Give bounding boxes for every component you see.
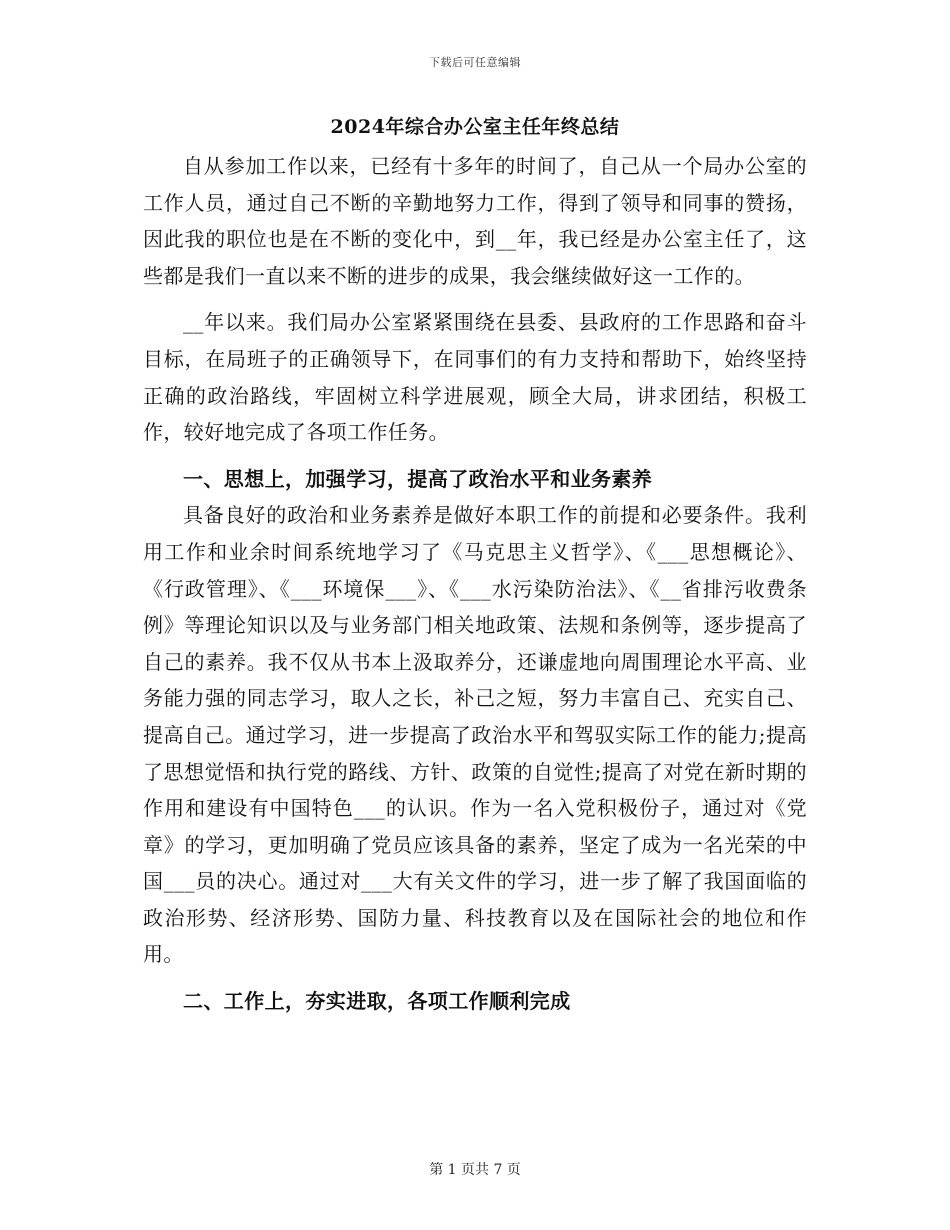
section-2-heading: 二、工作上，夯实进取，各项工作顺利完成 (183, 989, 571, 1014)
download-note: 下载后可任意编辑 (429, 56, 521, 69)
document-title: 2024年综合办公室主任年终总结 (330, 116, 620, 138)
page-number: 第 1 页共 7 页 (429, 1162, 521, 1178)
section-1-heading: 一、思想上，加强学习，提高了政治水平和业务素养 (183, 466, 653, 491)
summary-paragraph: __年以来。我们局办公室紧紧围绕在县委、县政府的工作思路和奋斗目标，在局班子的正确领导下，在同事们的有力支持和帮助下，始终坚持正确的政治路线，牢固树立科学进展观，顾全大局，讲求团结，积极工作，较好地完成了各项工作任务。 (143, 310, 807, 445)
document-body (143, 112, 807, 1020)
section-1-paragraph: 具备良好的政治和业务素养是做好本职工作的前提和必要条件。我利用工作和业余时间系统地学习了《马克思主义哲学》、《___思想概论》、《行政管理》、《___环境保___》、《___水污染防治法》、《__省排污收费条例》等理论知识以及与业务部门相关地政策、法规和条例等，逐步提高了自己的素养。我不仅从书本上汲取养分，还谦虚地向周围理论水平高、业务能力强的同志学习，取人之长，补己之短，努力丰富自己、充实自己、提高自己。通过学习，进一步提高了政治水平和驾驭实际工作的能力;提高了思想觉悟和执行党的路线、方针、政策的自觉性;提高了对党在新时期的作用和建设有中国特色___的认识。作为一名入党积极份子，通过对《党章》的学习，更加明确了党员应该具备的素养，坚定了成为一名光荣的中国___员的决心。通过对___大有关文件的学习，进一步了解了我国面临的政治形势、经济形势、国防力量、科技教育以及在国际社会的地位和作用。 (143, 503, 807, 967)
intro-paragraph: 自从参加工作以来，已经有十多年的时间了，自己从一个局办公室的工作人员，通过自己不断的辛勤地努力工作，得到了领导和同事的赞扬，因此我的职位也是在不断的变化中，到__年，我已经是办公室主任了，这些都是我们一直以来不断的进步的成果，我会继续做好这一工作的。 (143, 154, 807, 288)
